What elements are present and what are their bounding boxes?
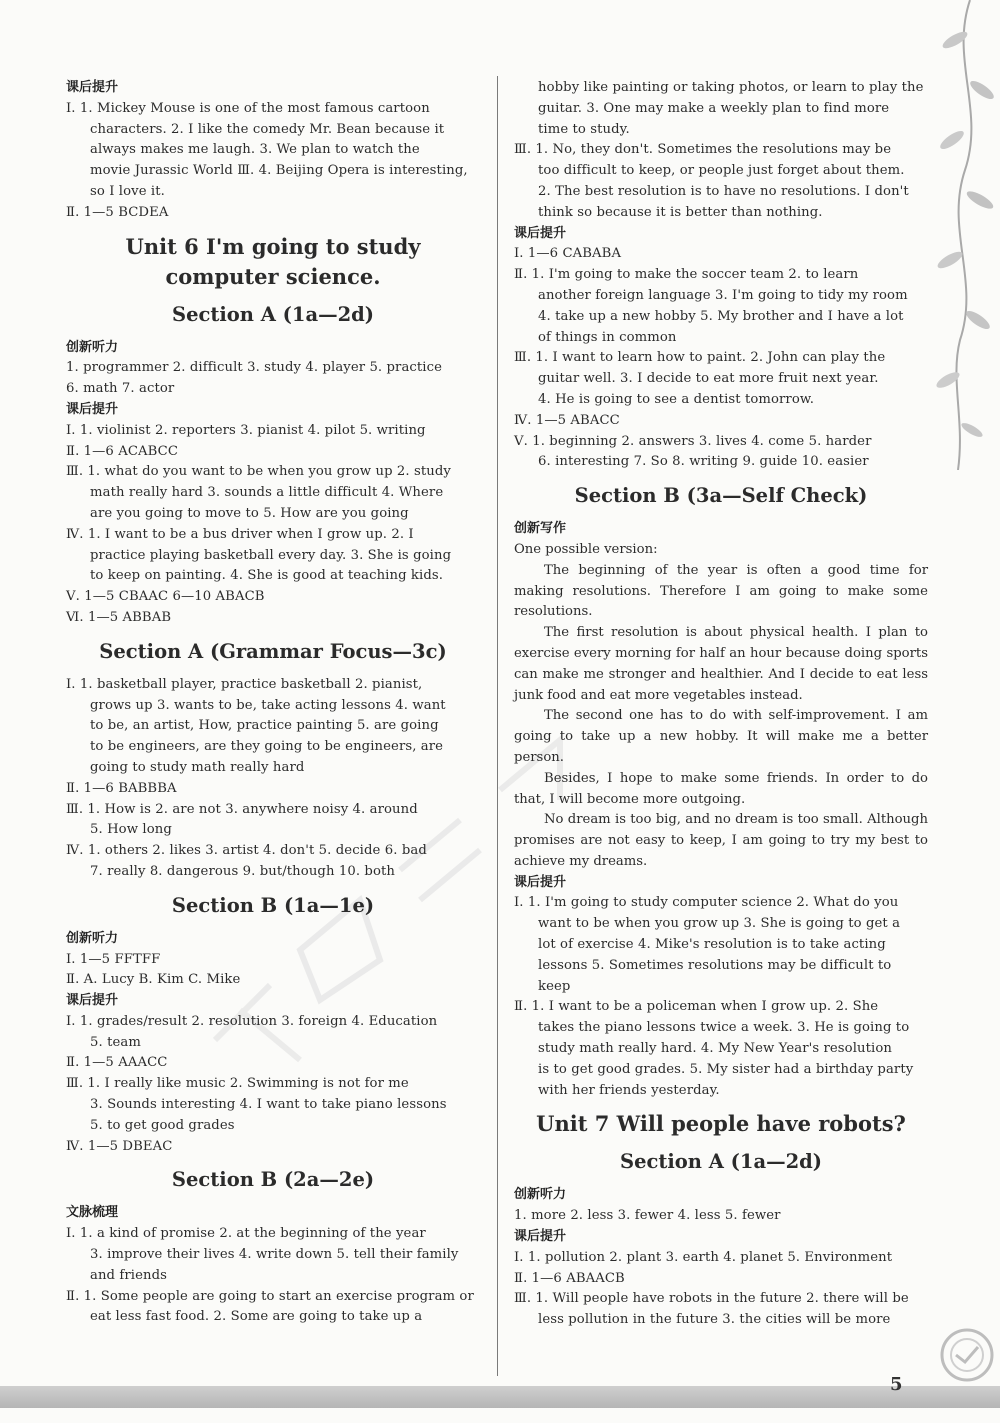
section-label: 课后提升	[66, 401, 119, 417]
answer-line: Ⅲ. 1. I really like music 2. Swimming is not for me	[66, 1076, 409, 1092]
answer-line: Ⅳ. 1. others 2. likes 3. artist 4. don't 5. decide 6. bad	[66, 843, 427, 859]
answer-line: practice playing basketball every day. 3. She is going	[90, 547, 452, 563]
answer-line: keep	[538, 978, 571, 994]
answer-line: Ⅱ. A. Lucy B. Kim C. Mike	[66, 972, 241, 988]
left-column	[66, 78, 480, 1328]
answer-line: less pollution in the future 3. the cities will be more	[538, 1312, 891, 1328]
answer-line: Ⅱ. 1—5 BCDEA	[66, 204, 169, 220]
answer-line: Ⅲ. 1. Will people have robots in the future 2. there will be	[514, 1291, 909, 1307]
answer-line: Ⅰ. 1. grades/result 2. resolution 3. foreign 4. Education	[66, 1013, 438, 1029]
answer-line: 4. take up a new hobby 5. My brother and I have a lot	[538, 308, 904, 324]
answer-line: Ⅰ. 1—6 CABABA	[514, 246, 622, 262]
section-label: 创新听力	[66, 930, 119, 946]
section-label: 课后提升	[514, 225, 567, 241]
answer-line: 6. interesting 7. So 8. writing 9. guide 10. easier	[538, 454, 869, 470]
column-divider	[497, 76, 498, 1376]
answer-line: Ⅴ. 1—5 CBAAC 6—10 ABACB	[66, 589, 265, 605]
unit-title: Unit 7 Will people have robots?	[536, 1111, 906, 1137]
answer-line: 2. The best resolution is to have no resolutions. I don't	[538, 183, 909, 199]
essay-paragraph: The first resolution is about physical health. I plan to exercise every morning for half an hour because doing sports can make me stronger and healthier. And I decide to eat less junk food and eat more vegetables instead.	[514, 625, 928, 703]
answer-line: takes the piano lessons twice a week. 3. He is going to	[538, 1020, 910, 1036]
essay-paragraph: No dream is too big, and no dream is too small. Although promises are not easy to keep, I am going to try my best to achieve my dreams.	[514, 812, 928, 869]
answer-line: Ⅱ. 1. I'm going to make the soccer team 2. to learn	[514, 267, 859, 283]
answer-line: want to be when you grow up 3. She is going to get a	[538, 916, 901, 932]
answer-line: Ⅱ. 1—6 BABBBA	[66, 780, 177, 796]
answer-line: are you going to move to 5. How are you going	[90, 505, 409, 521]
essay-paragraph: The beginning of the year is often a good time for making resolutions. Therefore I am going to make some resolutions.	[514, 562, 928, 620]
section-title: Section A (Grammar Focus—3c)	[99, 639, 447, 663]
answer-line: lessons 5. Sometimes resolutions may be difficult to	[538, 957, 892, 973]
answer-line: Ⅰ. 1. basketball player, practice basketball 2. pianist,	[66, 676, 423, 692]
answer-line: 3. improve their lives 4. write down 5. tell their family	[90, 1247, 459, 1263]
section-title: Section A (1a—2d)	[619, 1150, 823, 1174]
answer-line: 1. more 2. less 3. fewer 4. less 5. fewer	[514, 1208, 781, 1224]
answer-line: and friends	[90, 1267, 167, 1283]
answer-line: to be engineers, are they going to be engineers, are	[90, 739, 444, 755]
answer-line: Ⅲ. 1. How is 2. are not 3. anywhere noisy 4. around	[66, 801, 418, 817]
section-label: 创新听力	[514, 1187, 567, 1203]
answer-line: Ⅱ. 1—5 AAACC	[66, 1055, 168, 1071]
answer-line: with her friends yesterday.	[538, 1082, 720, 1098]
answer-line: 4. He is going to see a dentist tomorrow.	[538, 391, 814, 407]
answer-line: so I love it.	[90, 183, 165, 199]
answer-line: to keep on painting. 4. She is good at teaching kids.	[90, 568, 444, 584]
answer-line: Ⅰ. 1. violinist 2. reporters 3. pianist 4. pilot 5. writing	[66, 422, 426, 438]
answer-line: 3. Sounds interesting 4. I want to take piano lessons	[90, 1097, 447, 1113]
answer-line: Ⅵ. 1—5 ABBAB	[66, 609, 172, 625]
answer-line: is to get good grades. 5. My sister had a birthday party	[538, 1061, 914, 1077]
section-title: Section B (2a—2e)	[171, 1168, 375, 1192]
answer-line: characters. 2. I like the comedy Mr. Bean because it	[90, 121, 445, 137]
answer-line: Ⅳ. 1. I want to be a bus driver when I grow up. 2. I	[66, 526, 414, 542]
answer-line: Ⅳ. 1—5 ABACC	[514, 412, 620, 428]
section-title: Section B (1a—1e)	[171, 893, 375, 917]
answer-line: always makes me laugh. 3. We plan to watch the	[90, 142, 420, 158]
answer-line: of things in common	[538, 329, 677, 345]
unit-title	[66, 232, 480, 292]
answer-line: Ⅰ. 1—5 FFTFF	[66, 951, 161, 967]
section-label: 课后提升	[514, 874, 567, 890]
answer-line: Ⅳ. 1—5 DBEAC	[66, 1138, 173, 1154]
answer-line: hobby like painting or taking photos, or learn to play the	[538, 80, 924, 95]
answer-line: Ⅰ. 1. I'm going to study computer science 2. What do you	[514, 895, 899, 911]
section-label: 文脉梳理	[66, 1205, 119, 1221]
answer-line: think so because it is better than nothing.	[538, 204, 823, 220]
right-column	[514, 78, 928, 1331]
footer-bar	[0, 1386, 1000, 1408]
answer-line: Ⅰ. 1. a kind of promise 2. at the beginning of the year	[66, 1226, 426, 1242]
essay-paragraph: Besides, I hope to make some friends. In order to do that, I will become more outgoing.	[514, 770, 928, 807]
answer-line: time to study.	[538, 121, 630, 137]
answer-line: guitar well. 3. I decide to eat more fruit next year.	[538, 371, 879, 387]
essay-intro: One possible version:	[514, 541, 658, 557]
answer-line: math really hard 3. sounds a little difficult 4. Where	[90, 485, 444, 501]
answer-line: Ⅲ. 1. what do you want to be when you grow up 2. study	[66, 464, 451, 480]
answer-line: too difficult to keep, or people just forget about them.	[538, 163, 905, 179]
answer-line: going to study math really hard	[90, 759, 305, 775]
answer-line: Ⅰ. 1. Mickey Mouse is one of the most famous cartoon	[66, 100, 430, 116]
page-number: 5	[890, 1374, 903, 1395]
answer-line: Ⅲ. 1. No, they don't. Sometimes the resolutions may be	[514, 142, 892, 158]
answer-line: another foreign language 3. I'm going to tidy my room	[538, 287, 908, 303]
section-label: 课后提升	[66, 80, 119, 95]
section-label: 课后提升	[66, 993, 119, 1009]
answer-line: 5. to get good grades	[90, 1117, 235, 1133]
answer-line: Ⅱ. 1—6 ABAACB	[514, 1270, 625, 1286]
unit-title-line: computer science.	[165, 263, 381, 289]
section-title: Section A (1a—2d)	[171, 302, 375, 326]
site-badge-icon	[938, 1326, 996, 1384]
answer-line: study math really hard. 4. My New Year's resolution	[538, 1041, 892, 1057]
answer-line: Ⅰ. 1. pollution 2. plant 3. earth 4. planet 5. Environment	[514, 1249, 893, 1265]
answer-line: 5. team	[90, 1034, 141, 1050]
answer-line: Ⅲ. 1. I want to learn how to paint. 2. John can play the	[514, 350, 886, 366]
answer-line: eat less fast food. 2. Some are going to take up a	[90, 1309, 423, 1325]
section-label: 创新听力	[66, 339, 119, 355]
unit-title-line: Unit 6 I'm going to study	[125, 233, 421, 259]
answer-line: guitar. 3. One may make a weekly plan to find more	[538, 100, 890, 116]
answer-line: Ⅱ. 1. I want to be a policeman when I grow up. 2. She	[514, 999, 879, 1015]
answer-line: 7. really 8. dangerous 9. but/though 10. both	[90, 863, 395, 879]
section-title: Section B (3a—Self Check)	[574, 484, 868, 508]
answer-line: 5. How long	[90, 822, 172, 838]
section-label: 创新写作	[514, 521, 567, 537]
answer-line: to be, an artist, How, practice painting 5. are going	[90, 718, 439, 734]
vine-decoration-icon	[930, 0, 1000, 470]
answer-line: grows up 3. wants to be, take acting lessons 4. want	[90, 697, 446, 713]
answer-line: lot of exercise 4. Mike's resolution is to take acting	[538, 937, 886, 953]
section-label: 课后提升	[514, 1229, 567, 1245]
answer-line: 6. math 7. actor	[66, 381, 175, 397]
answer-line: Ⅱ. 1. Some people are going to start an exercise program or	[66, 1288, 474, 1304]
answer-line: Ⅴ. 1. beginning 2. answers 3. lives 4. come 5. harder	[514, 433, 872, 449]
answer-line: movie Jurassic World Ⅲ. 4. Beijing Opera is interesting,	[90, 163, 468, 179]
answer-line: 1. programmer 2. difficult 3. study 4. player 5. practice	[66, 360, 443, 376]
answer-line: Ⅱ. 1—6 ACABCC	[66, 443, 179, 459]
essay-paragraph: The second one has to do with self-improvement. I am going to take up a new hobby. It will make me a better person.	[514, 708, 928, 765]
